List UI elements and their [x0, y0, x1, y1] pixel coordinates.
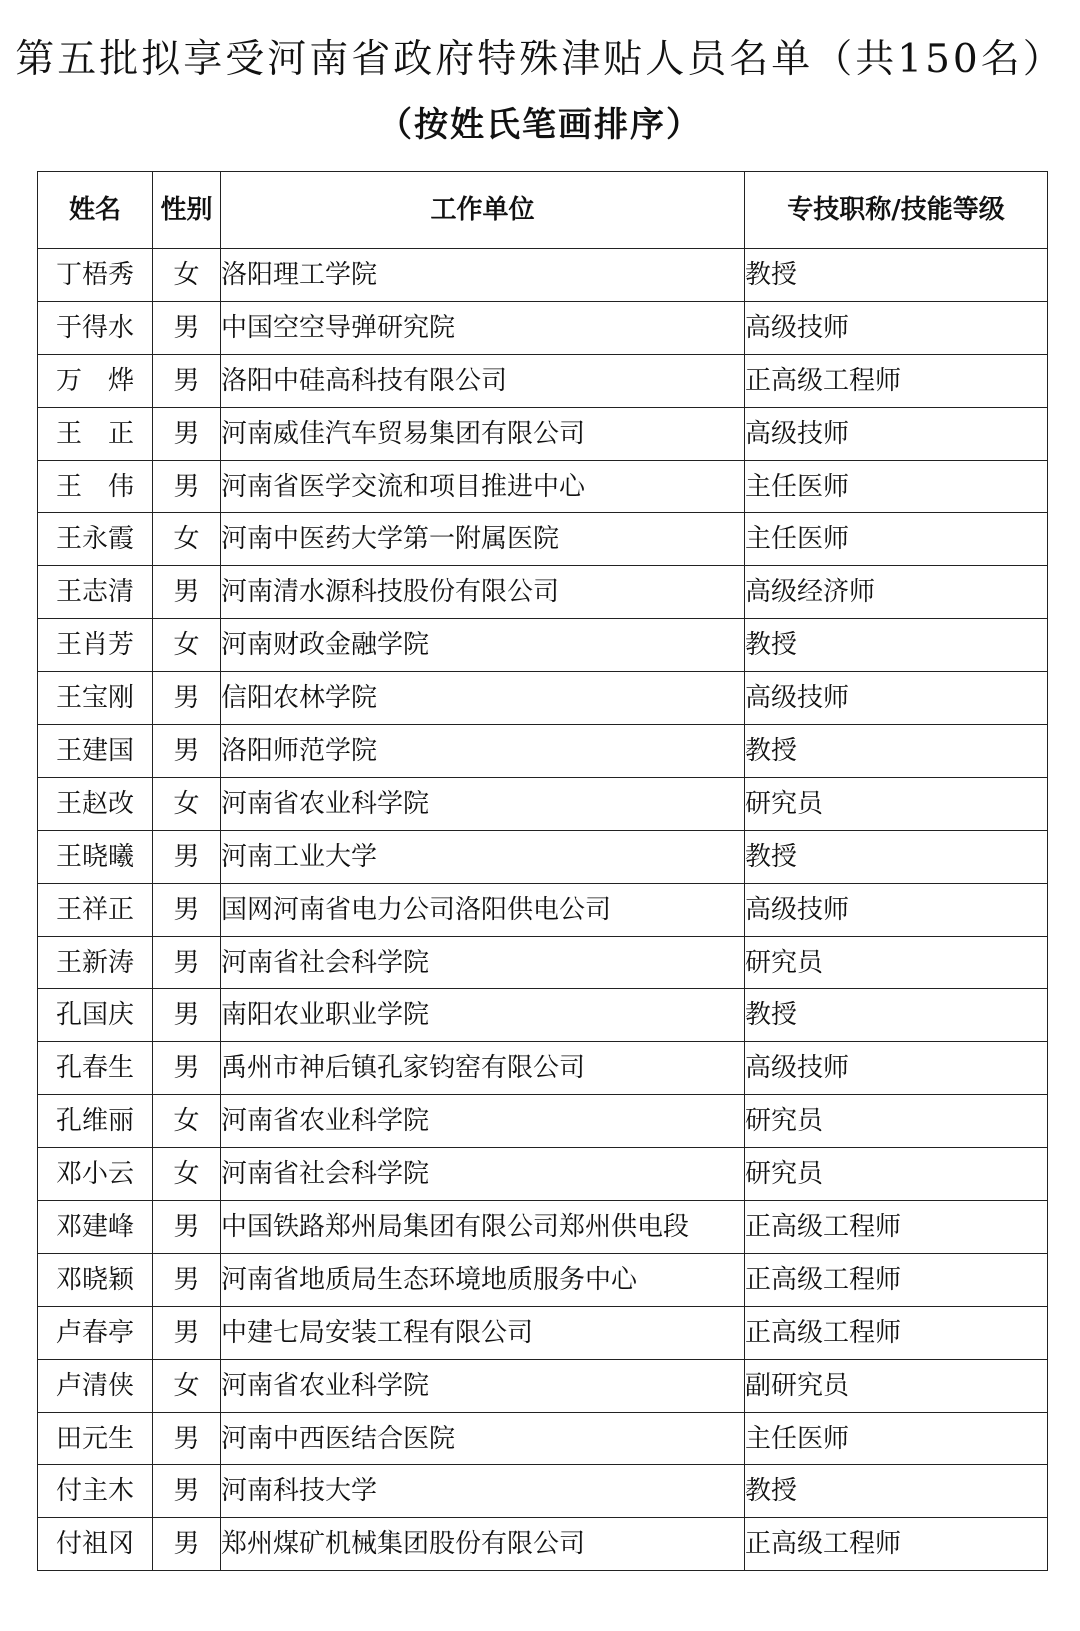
cell-name: 孔春生 [38, 1042, 153, 1095]
cell-gender: 男 [153, 1465, 221, 1518]
cell-unit: 中国空空导弹研究院 [221, 301, 745, 354]
cell-title: 正高级工程师 [745, 1201, 1048, 1254]
table-row [38, 830, 1048, 883]
cell-name: 王 正 [38, 407, 153, 460]
cell-name: 王新涛 [38, 936, 153, 989]
cell-unit: 国网河南省电力公司洛阳供电公司 [221, 883, 745, 936]
cell-name: 付主木 [38, 1465, 153, 1518]
cell-name: 丁梧秀 [38, 249, 153, 302]
header-gender: 性别 [153, 172, 221, 249]
table-row [38, 1148, 1048, 1201]
table-row [38, 1359, 1048, 1412]
cell-title: 正高级工程师 [745, 354, 1048, 407]
cell-name: 卢清侠 [38, 1359, 153, 1412]
cell-title: 教授 [745, 249, 1048, 302]
cell-unit: 河南中西医结合医院 [221, 1412, 745, 1465]
document-subtitle: （按姓氏笔画排序） [378, 105, 702, 145]
table-row [38, 1518, 1048, 1571]
cell-title: 高级技师 [745, 1042, 1048, 1095]
cell-gender: 男 [153, 407, 221, 460]
table-row [38, 460, 1048, 513]
cell-name: 王祥正 [38, 883, 153, 936]
cell-name: 邓建峰 [38, 1201, 153, 1254]
cell-name: 孔国庆 [38, 989, 153, 1042]
cell-gender: 男 [153, 672, 221, 725]
cell-name: 邓小云 [38, 1148, 153, 1201]
cell-unit: 河南工业大学 [221, 830, 745, 883]
cell-unit: 河南省农业科学院 [221, 1095, 745, 1148]
cell-title: 高级经济师 [745, 566, 1048, 619]
cell-title: 研究员 [745, 936, 1048, 989]
cell-gender: 女 [153, 1095, 221, 1148]
cell-title: 正高级工程师 [745, 1253, 1048, 1306]
cell-name: 万 烨 [38, 354, 153, 407]
cell-gender: 男 [153, 989, 221, 1042]
cell-name: 于得水 [38, 301, 153, 354]
table-row [38, 1412, 1048, 1465]
header-name: 姓名 [38, 172, 153, 249]
table-row [38, 777, 1048, 830]
cell-name: 王永霞 [38, 513, 153, 566]
table-row [38, 989, 1048, 1042]
cell-title: 副研究员 [745, 1359, 1048, 1412]
cell-gender: 男 [153, 1518, 221, 1571]
table-row [38, 407, 1048, 460]
cell-title: 教授 [745, 619, 1048, 672]
cell-name: 王志清 [38, 566, 153, 619]
cell-unit: 河南清水源科技股份有限公司 [221, 566, 745, 619]
cell-gender: 男 [153, 1253, 221, 1306]
cell-unit: 河南省医学交流和项目推进中心 [221, 460, 745, 513]
cell-gender: 女 [153, 777, 221, 830]
roster-table [37, 171, 1048, 1571]
cell-unit: 河南中医药大学第一附属医院 [221, 513, 745, 566]
header-title: 专技职称/技能等级 [745, 172, 1048, 249]
cell-gender: 男 [153, 301, 221, 354]
cell-name: 卢春亭 [38, 1306, 153, 1359]
cell-unit: 河南省社会科学院 [221, 936, 745, 989]
cell-gender: 男 [153, 566, 221, 619]
cell-unit: 河南省社会科学院 [221, 1148, 745, 1201]
cell-title: 高级技师 [745, 301, 1048, 354]
cell-unit: 河南威佳汽车贸易集团有限公司 [221, 407, 745, 460]
cell-gender: 男 [153, 1042, 221, 1095]
cell-unit: 洛阳师范学院 [221, 725, 745, 778]
cell-title: 教授 [745, 1465, 1048, 1518]
table-row [38, 725, 1048, 778]
cell-unit: 郑州煤矿机械集团股份有限公司 [221, 1518, 745, 1571]
cell-name: 王宝刚 [38, 672, 153, 725]
table-header-row [38, 172, 1048, 249]
cell-title: 正高级工程师 [745, 1518, 1048, 1571]
cell-name: 王 伟 [38, 460, 153, 513]
header-unit: 工作单位 [221, 172, 745, 249]
cell-gender: 女 [153, 619, 221, 672]
cell-gender: 男 [153, 1412, 221, 1465]
cell-gender: 男 [153, 1201, 221, 1254]
table-row [38, 672, 1048, 725]
cell-gender: 男 [153, 883, 221, 936]
cell-name: 王赵改 [38, 777, 153, 830]
cell-title: 研究员 [745, 1148, 1048, 1201]
table-row [38, 1306, 1048, 1359]
cell-unit: 河南省农业科学院 [221, 1359, 745, 1412]
cell-unit: 河南省地质局生态环境地质服务中心 [221, 1253, 745, 1306]
table-row [38, 936, 1048, 989]
cell-unit: 河南省农业科学院 [221, 777, 745, 830]
cell-title: 高级技师 [745, 672, 1048, 725]
table-row [38, 1095, 1048, 1148]
cell-unit: 中建七局安装工程有限公司 [221, 1306, 745, 1359]
table-row [38, 354, 1048, 407]
cell-unit: 中国铁路郑州局集团有限公司郑州供电段 [221, 1201, 745, 1254]
cell-name: 邓晓颖 [38, 1253, 153, 1306]
cell-title: 研究员 [745, 1095, 1048, 1148]
cell-gender: 男 [153, 830, 221, 883]
cell-gender: 女 [153, 1148, 221, 1201]
cell-unit: 洛阳理工学院 [221, 249, 745, 302]
table-row [38, 619, 1048, 672]
table-row [38, 301, 1048, 354]
cell-unit: 河南科技大学 [221, 1465, 745, 1518]
cell-title: 正高级工程师 [745, 1306, 1048, 1359]
cell-unit: 南阳农业职业学院 [221, 989, 745, 1042]
cell-title: 研究员 [745, 777, 1048, 830]
cell-unit: 河南财政金融学院 [221, 619, 745, 672]
table-row [38, 566, 1048, 619]
cell-gender: 女 [153, 249, 221, 302]
cell-name: 付祖冈 [38, 1518, 153, 1571]
cell-title: 主任医师 [745, 1412, 1048, 1465]
table-row [38, 1201, 1048, 1254]
table-row [38, 1042, 1048, 1095]
cell-unit: 洛阳中硅高科技有限公司 [221, 354, 745, 407]
cell-gender: 男 [153, 725, 221, 778]
cell-gender: 女 [153, 1359, 221, 1412]
cell-title: 教授 [745, 989, 1048, 1042]
cell-gender: 男 [153, 936, 221, 989]
cell-name: 王晓曦 [38, 830, 153, 883]
cell-name: 王肖芳 [38, 619, 153, 672]
cell-title: 主任医师 [745, 513, 1048, 566]
cell-title: 高级技师 [745, 883, 1048, 936]
table-row [38, 249, 1048, 302]
cell-unit: 信阳农林学院 [221, 672, 745, 725]
table-row [38, 513, 1048, 566]
cell-name: 孔维丽 [38, 1095, 153, 1148]
table-body [38, 249, 1048, 1571]
cell-title: 教授 [745, 830, 1048, 883]
cell-title: 高级技师 [745, 407, 1048, 460]
cell-title: 教授 [745, 725, 1048, 778]
table-row [38, 1253, 1048, 1306]
cell-gender: 男 [153, 460, 221, 513]
cell-unit: 禹州市神后镇孔家钧窑有限公司 [221, 1042, 745, 1095]
cell-gender: 男 [153, 354, 221, 407]
document-title: 第五批拟享受河南省政府特殊津贴人员名单（共150名） [15, 37, 1065, 82]
cell-gender: 女 [153, 513, 221, 566]
table-row [38, 1465, 1048, 1518]
cell-gender: 男 [153, 1306, 221, 1359]
table-row [38, 883, 1048, 936]
cell-title: 主任医师 [745, 460, 1048, 513]
cell-name: 田元生 [38, 1412, 153, 1465]
cell-name: 王建国 [38, 725, 153, 778]
